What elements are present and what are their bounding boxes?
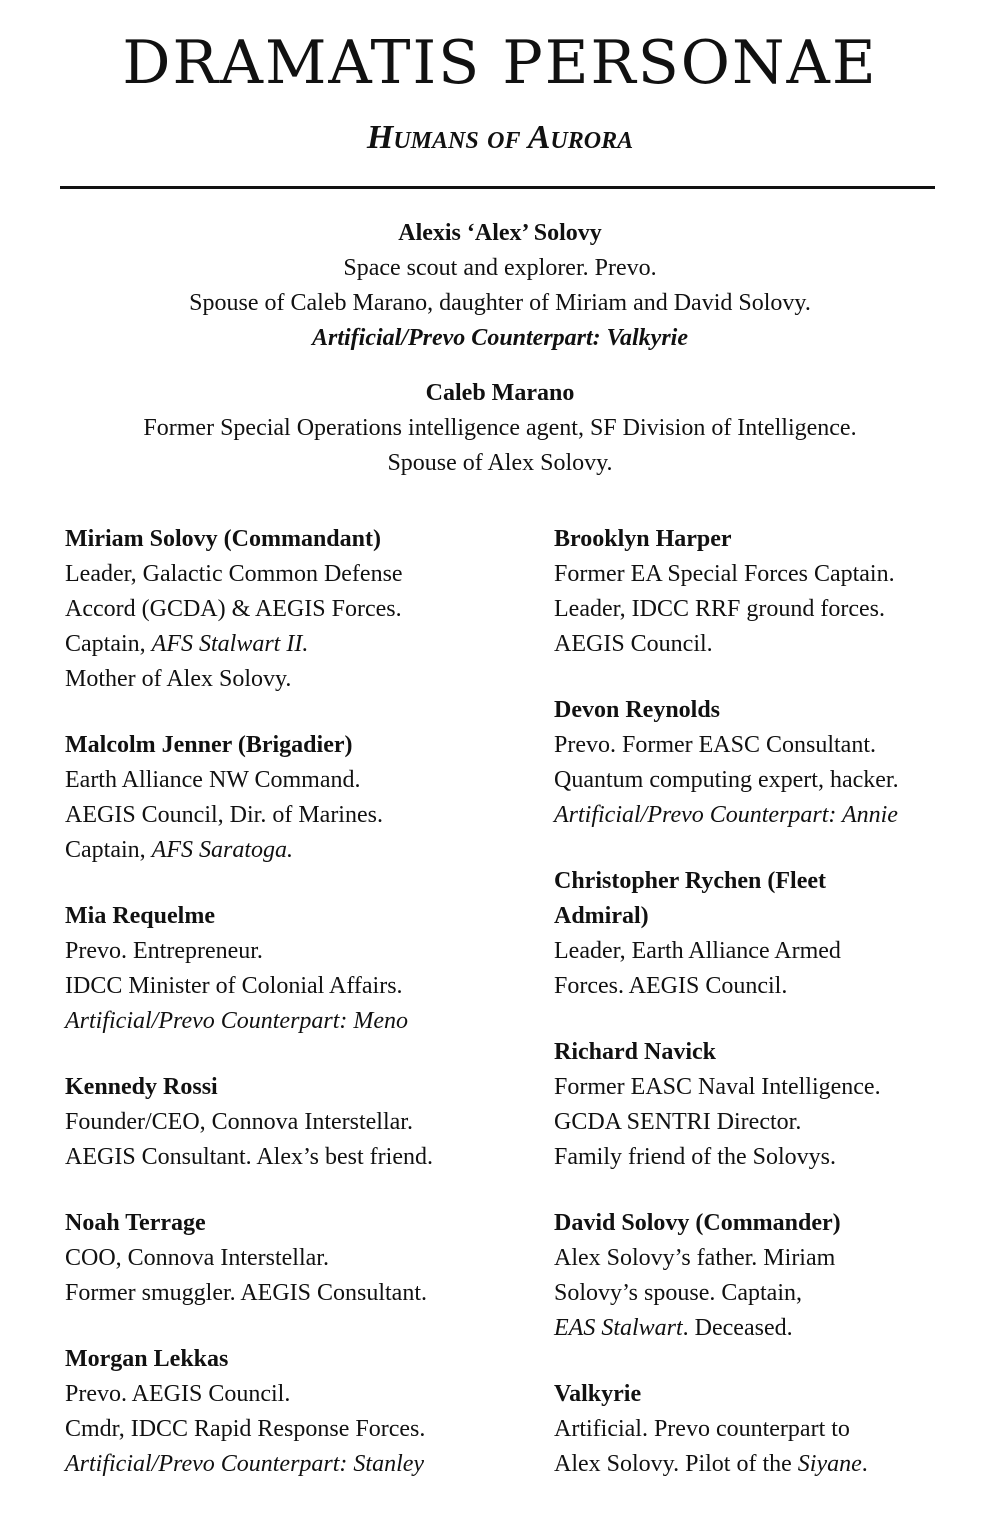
entry-name: Morgan Lekkas <box>65 1346 229 1372</box>
entry-description: Former EA Special Forces Captain. <box>554 561 895 587</box>
character-entry <box>554 693 974 833</box>
entry-description: Leader, Earth Alliance Armed <box>554 938 841 964</box>
entry-description: Captain, AFS Stalwart II. <box>65 631 309 657</box>
entry-description: Captain, AFS Saratoga. <box>65 837 293 863</box>
ship-name: AFS Stalwart II. <box>151 631 309 657</box>
title-divider <box>60 186 935 189</box>
featured-entry-alex <box>0 216 1000 356</box>
entry-description: Prevo. Entrepreneur. <box>65 938 263 964</box>
entry-description: Spouse of Caleb Marano, daughter of Miriam and David Solovy. <box>189 290 811 316</box>
entry-counterpart: Artificial/Prevo Counterpart: Valkyrie <box>312 325 688 351</box>
ship-name: AFS Saratoga. <box>151 837 293 863</box>
entry-description: Artificial. Prevo counterpart to <box>554 1416 850 1442</box>
entry-description: Accord (GCDA) & AEGIS Forces. <box>65 596 402 622</box>
entry-counterpart: Artificial/Prevo Counterpart: Annie <box>554 802 898 828</box>
entry-name: Devon Reynolds <box>554 697 721 723</box>
character-entry <box>554 1035 974 1175</box>
character-entry <box>65 899 485 1039</box>
entry-description: Alex Solovy. Pilot of the Siyane. <box>554 1451 868 1477</box>
entry-name: Miriam Solovy (Commandant) <box>65 526 381 552</box>
entry-description: Alex Solovy’s father. Miriam <box>554 1245 836 1271</box>
entry-description: AEGIS Council. <box>554 631 713 657</box>
entry-name: Malcolm Jenner (Brigadier) <box>65 732 353 758</box>
entry-description: Forces. AEGIS Council. <box>554 973 788 999</box>
entry-name: Mia Requelme <box>65 903 215 929</box>
entry-description: Cmdr, IDCC Rapid Response Forces. <box>65 1416 426 1442</box>
entry-name: Kennedy Rossi <box>65 1074 218 1100</box>
character-entry <box>65 728 485 868</box>
entry-name: Admiral) <box>554 903 649 929</box>
entry-description: Leader, IDCC RRF ground forces. <box>554 596 885 622</box>
entry-description: Spouse of Alex Solovy. <box>387 450 613 476</box>
ship-name: Siyane <box>797 1451 862 1477</box>
entry-name: Brooklyn Harper <box>554 526 732 552</box>
featured-entry-caleb <box>0 376 1000 481</box>
entry-name: Alexis ‘Alex’ Solovy <box>398 220 602 246</box>
entry-name: David Solovy (Commander) <box>554 1210 841 1236</box>
entry-name: Valkyrie <box>554 1381 642 1407</box>
ship-name: EAS Stalwart <box>554 1315 683 1341</box>
entry-counterpart: Artificial/Prevo Counterpart: Meno <box>65 1008 409 1034</box>
entry-description: Leader, Galactic Common Defense <box>65 561 403 587</box>
character-entry <box>554 522 974 662</box>
character-entry <box>554 1377 974 1482</box>
entry-description: Founder/CEO, Connova Interstellar. <box>65 1109 413 1135</box>
entry-description: Solovy’s spouse. Captain, <box>554 1280 803 1306</box>
character-entry <box>554 864 974 1004</box>
right-column <box>554 522 974 1513</box>
entry-name: Noah Terrage <box>65 1210 206 1236</box>
page-subtitle: Humans of Aurora <box>366 119 634 156</box>
entry-counterpart: Artificial/Prevo Counterpart: Stanley <box>65 1451 425 1477</box>
entry-description: Space scout and explorer. Prevo. <box>343 255 657 281</box>
left-column <box>65 522 485 1513</box>
character-entry <box>65 1206 485 1311</box>
character-entry <box>65 522 485 697</box>
entry-name: Christopher Rychen (Fleet <box>554 868 827 894</box>
entry-description: COO, Connova Interstellar. <box>65 1245 329 1271</box>
entry-description: Former Special Operations intelligence agent, SF Division of Intelligence. <box>143 415 857 441</box>
entry-description: Former smuggler. AEGIS Consultant. <box>65 1280 427 1306</box>
entry-description: EAS Stalwart. Deceased. <box>554 1315 793 1341</box>
entry-description: Family friend of the Solovys. <box>554 1144 836 1170</box>
entry-description: GCDA SENTRI Director. <box>554 1109 802 1135</box>
entry-description: Mother of Alex Solovy. <box>65 666 292 692</box>
entry-description: Earth Alliance NW Command. <box>65 767 361 793</box>
entry-description: AEGIS Council, Dir. of Marines. <box>65 802 383 828</box>
entry-description: Prevo. AEGIS Council. <box>65 1381 291 1407</box>
entry-description: AEGIS Consultant. Alex’s best friend. <box>65 1144 433 1170</box>
character-entry <box>65 1342 485 1482</box>
entry-description: Quantum computing expert, hacker. <box>554 767 899 793</box>
entry-name: Caleb Marano <box>425 380 575 406</box>
character-entry <box>554 1206 974 1346</box>
entry-description: IDCC Minister of Colonial Affairs. <box>65 973 403 999</box>
entry-description: Former EASC Naval Intelligence. <box>554 1074 881 1100</box>
character-entry <box>65 1070 485 1175</box>
page-title: DRAMATIS PERSONAE <box>122 28 878 98</box>
entry-name: Richard Navick <box>554 1039 716 1065</box>
entry-description: Prevo. Former EASC Consultant. <box>554 732 876 758</box>
